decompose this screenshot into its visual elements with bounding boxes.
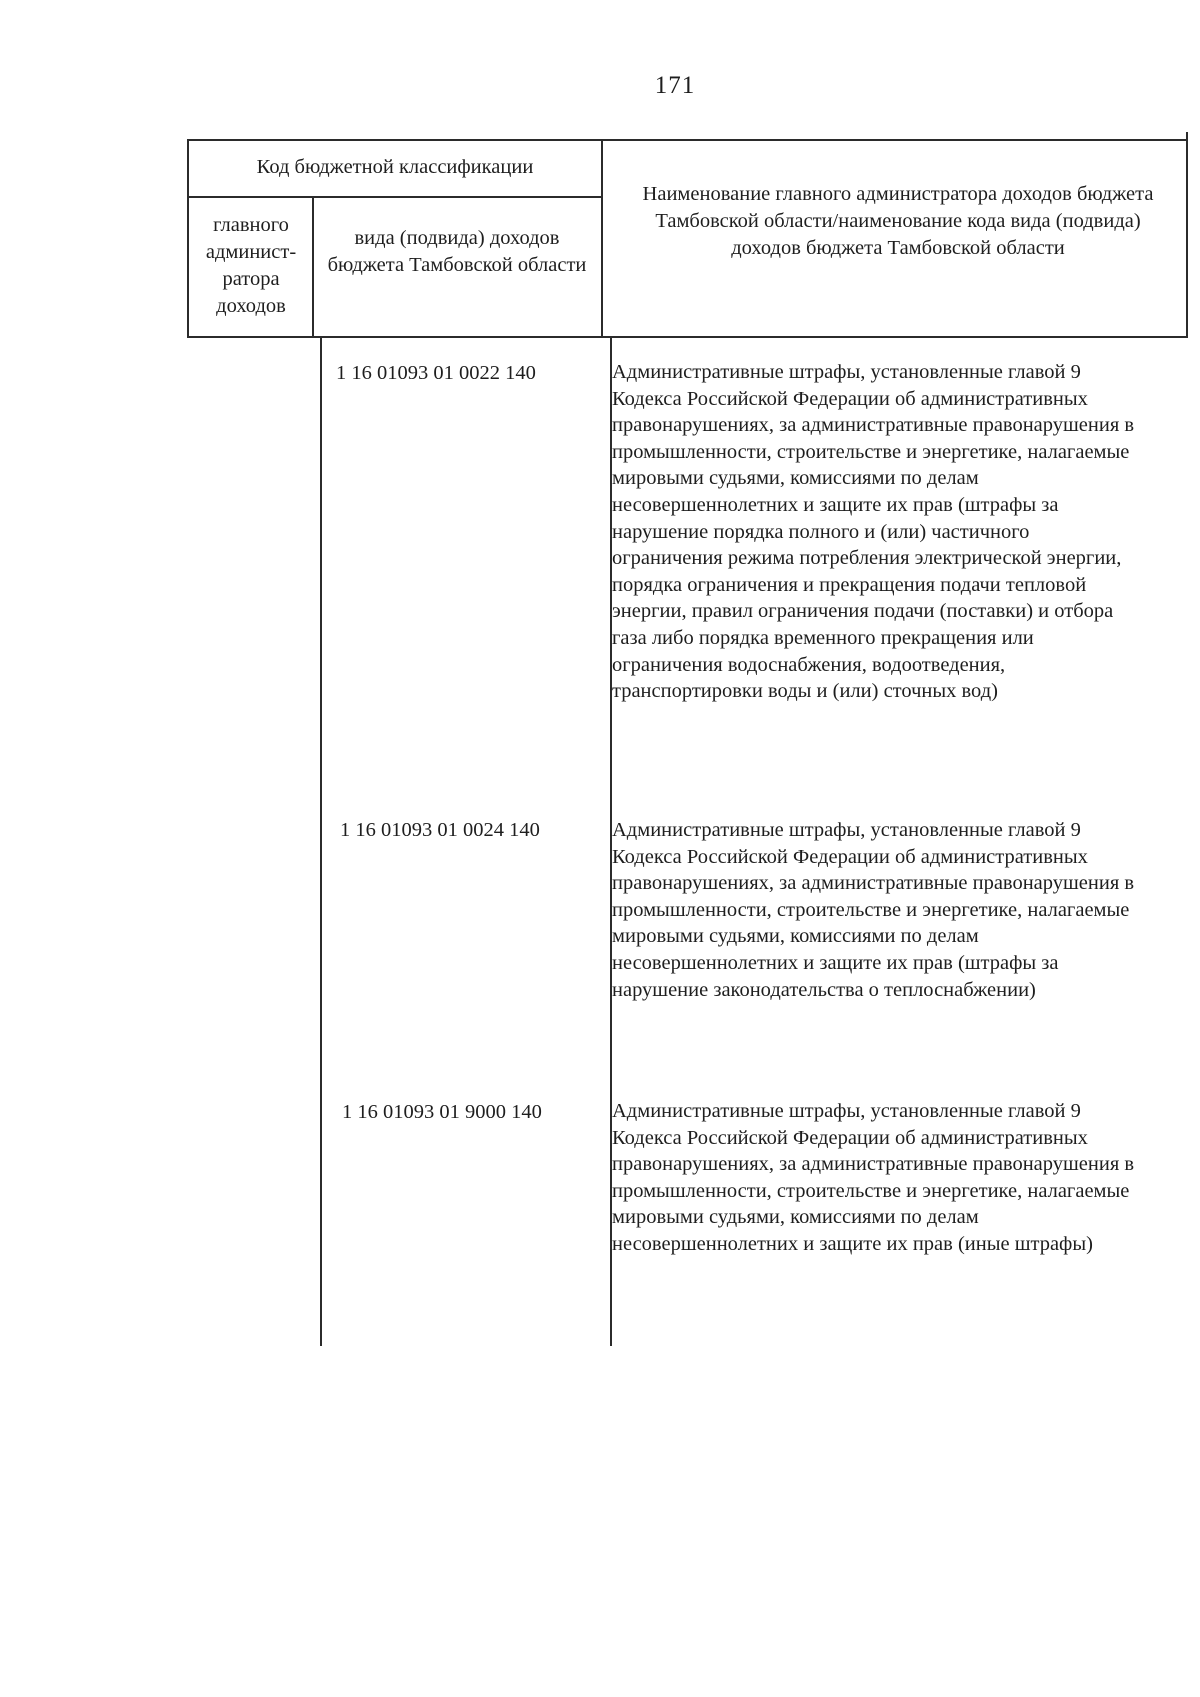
header-right-border [1186, 132, 1188, 338]
header-top-border [187, 139, 1188, 141]
row-name: Административные штрафы, установленные главой 9 Кодекса Российской Федерации об административных правонарушениях, за административные правонарушения в промышленности, строительстве и энергетике, налагаемые мировыми судьями, комиссиями по делам несовершеннолетних и защите их прав (штрафы за нарушение законодательства о теплоснабжении) [612, 819, 1135, 1001]
header-group-label: Код бюджетной классификации [256, 156, 534, 178]
header-col-admin: главного админист-ратора доходов [205, 214, 297, 317]
row-name: Административные штрафы, установленные главой 9 Кодекса Российской Федерации об административных правонарушениях, за административные правонарушения в промышленности, строительстве и энергетике, налагаемые мировыми судьями, комиссиями по делам несовершеннолетних и защите их прав (иные штрафы) [612, 1100, 1135, 1255]
header-col-divider-code [601, 139, 603, 338]
row-code: 1 16 01093 01 0024 140 [340, 819, 540, 841]
header-bottom-border [187, 336, 1188, 338]
body-col-divider-admin [320, 338, 322, 1346]
header-col-code: вида (подвида) доходов бюджета Тамбовской области [327, 227, 587, 276]
page-number: 171 [654, 72, 696, 99]
row-code: 1 16 01093 01 0022 140 [336, 362, 536, 384]
row-name: Административные штрафы, установленные главой 9 Кодекса Российской Федерации об административных правонарушениях, за административные правонарушения в промышленности, строительстве и энергетике, налагаемые мировыми судьями, комиссиями по делам несовершеннолетних и защите их прав (штрафы за нарушение порядка полного и (или) частичного ограничения режима потребления электрической энергии, порядка ограничения и прекращения подачи тепловой энергии, правил ограничения подачи (поставки) и отбора газа либо порядка временного прекращения или ограничения водоснабжения, водоотведения, транспортировки воды и (или) сточных вод) [612, 361, 1135, 703]
group-divider [187, 196, 603, 198]
row-code: 1 16 01093 01 9000 140 [342, 1101, 542, 1123]
header-col-divider-admin [312, 196, 314, 338]
header-col-name: Наименование главного администратора доходов бюджета Тамбовской области/наименование кода вида (подвида) доходов бюджета Тамбовской области [642, 183, 1154, 259]
